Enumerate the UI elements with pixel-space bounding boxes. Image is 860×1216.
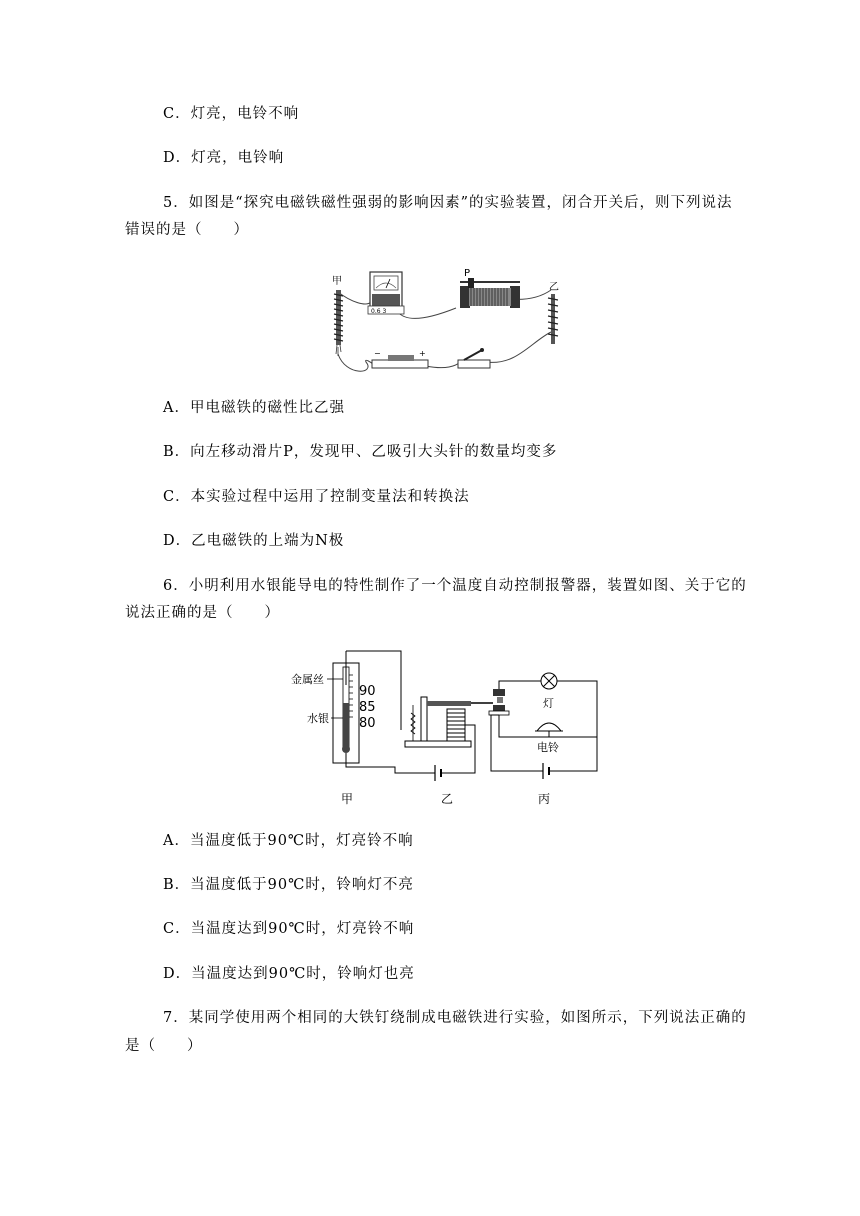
q5-stem-line2: 错误的是（ ） <box>125 222 249 238</box>
battery-minus: − <box>374 349 381 358</box>
q7-stem-line1: 7．某同学使用两个相同的大铁钉绕制成电磁铁进行实验，如图所示，下列说法正确的 <box>163 1010 747 1026</box>
lamp-icon <box>541 673 557 689</box>
label-metal-wire: 金属丝 <box>291 673 324 686</box>
relay-contacts <box>489 689 509 715</box>
electromagnet-yi <box>548 294 558 344</box>
figure-temperature-alarm <box>285 645 605 810</box>
scale-80: 80 <box>359 716 376 731</box>
q6-option-a: A．当温度低于90℃时，灯亮铃不响 <box>163 833 414 849</box>
electromagnet-jia <box>334 290 343 356</box>
label-slider-p: P <box>464 268 471 279</box>
scale-85: 85 <box>359 700 376 715</box>
label-yi-fig1: 乙 <box>549 282 559 293</box>
label-jia-fig2: 甲 <box>341 792 354 806</box>
q5-option-d: D．乙电磁铁的上端为N极 <box>163 533 345 549</box>
bell-icon <box>531 723 597 737</box>
sliding-rheostat <box>460 278 520 308</box>
q6-stem-line1: 6．小明利用水银能导电的特性制作了一个温度自动控制报警器，装置如图、关于它的 <box>163 578 747 594</box>
label-bing-fig2: 丙 <box>538 792 551 806</box>
electromagnetic-relay <box>405 697 493 747</box>
q6-option-d: D．当温度达到90℃时，铃响灯也亮 <box>163 966 415 982</box>
label-jia-fig1: 甲 <box>332 276 342 287</box>
q5-option-a: A．甲电磁铁的磁性比乙强 <box>163 400 345 416</box>
q4-option-d: D．灯亮，电铃响 <box>163 150 285 166</box>
battery-box <box>372 349 428 368</box>
figure-electromagnet-experiment <box>326 262 592 380</box>
q6-stem-line2: 说法正确的是（ ） <box>125 605 280 621</box>
label-yi-fig2: 乙 <box>441 792 454 806</box>
battery-plus: + <box>419 349 426 358</box>
q4-option-c: C．灯亮，电铃不响 <box>163 106 300 122</box>
ammeter-scale-text: 0.6 3 <box>371 308 387 315</box>
q5-option-b: B．向左移动滑片P，发现甲、乙吸引大头针的数量均变多 <box>163 444 558 460</box>
q6-option-b: B．当温度低于90℃时，铃响灯不亮 <box>163 877 414 893</box>
scale-90: 90 <box>359 684 376 699</box>
ammeter <box>368 272 404 315</box>
label-bell: 电铃 <box>537 741 559 754</box>
q6-option-c: C．当温度达到90℃时，灯亮铃不响 <box>163 921 415 937</box>
label-lamp: 灯 <box>543 697 554 710</box>
q5-option-c: C．本实验过程中运用了控制变量法和转换法 <box>163 489 470 505</box>
thermometer <box>333 651 359 763</box>
q7-stem-line2: 是（ ） <box>125 1038 203 1054</box>
label-mercury: 水银 <box>307 712 329 725</box>
switch <box>458 348 490 368</box>
q5-stem-line1: 5．如图是“探究电磁铁磁性强弱的影响因素”的实验装置，闭合开关后，则下列说法 <box>163 195 733 211</box>
